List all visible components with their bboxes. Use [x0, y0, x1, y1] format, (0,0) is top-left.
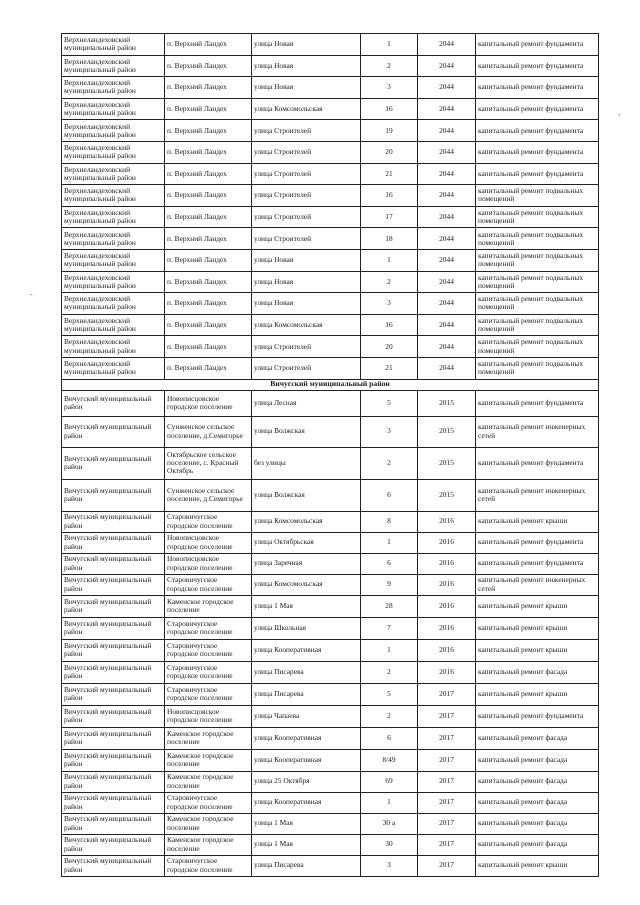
cell-house: 1	[361, 34, 418, 56]
cell-work: капитальный ремонт подвальных помещений	[476, 357, 599, 379]
cell-work: капитальный ремонт подвальных помещений	[476, 206, 599, 228]
cell-settlement: Старовичугское городское поселение	[165, 661, 252, 683]
cell-settlement: п. Верхний Ландех	[165, 228, 252, 250]
cell-work: капитальный ремонт фундамента	[476, 141, 599, 163]
cell-house: 3	[361, 855, 418, 876]
cell-street: улица Новая	[252, 34, 361, 56]
cell-work: капитальный ремонт подвальных помещений	[476, 314, 599, 336]
cell-settlement: Старовичугское городское поселение	[165, 683, 252, 705]
cell-district: Вичугский муниципальный район	[62, 661, 165, 683]
cell-street: улица 1 Мая	[252, 813, 361, 834]
cell-street: улица Новая	[252, 271, 361, 293]
section-heading: Вичугский муниципальный район	[62, 379, 599, 390]
cell-year: 2016	[418, 661, 476, 683]
cell-district: Верхнеландеховский муниципальный район	[62, 77, 165, 99]
cell-street: улица 1 Мая	[252, 834, 361, 855]
cell-street: улица Комсомольская	[252, 98, 361, 120]
cell-street: улица Новая	[252, 55, 361, 77]
cell-house: 8	[361, 511, 418, 532]
cell-street: улица Комсомольская	[252, 574, 361, 595]
cell-house: 30	[361, 834, 418, 855]
cell-year: 2044	[418, 293, 476, 315]
table-row	[62, 416, 599, 447]
cell-house: 2	[361, 55, 418, 77]
cell-house: 69	[361, 771, 418, 792]
cell-settlement: п. Верхний Ландех	[165, 120, 252, 142]
cell-settlement: п. Верхний Ландех	[165, 185, 252, 207]
cell-year: 2044	[418, 206, 476, 228]
cell-work: капитальный ремонт подвальных помещений	[476, 249, 599, 271]
cell-work: капитальный ремонт фундамента	[476, 55, 599, 77]
cell-district: Вичугский муниципальный район	[62, 834, 165, 855]
cell-district: Верхнеландеховский муниципальный район	[62, 228, 165, 250]
cell-year: 2015	[418, 479, 476, 511]
table-row	[62, 120, 599, 142]
cell-district: Вичугский муниципальный район	[62, 390, 165, 416]
cell-year: 2044	[418, 55, 476, 77]
table-row	[62, 771, 599, 792]
cell-work: капитальный ремонт крыши	[476, 855, 599, 876]
cell-district: Вичугский муниципальный район	[62, 447, 165, 479]
cell-house: 1	[361, 532, 418, 553]
cell-street: улица Строителей	[252, 206, 361, 228]
cell-work: капитальный ремонт крыши	[476, 639, 599, 661]
table-row	[62, 705, 599, 727]
cell-district: Верхнеландеховский муниципальный район	[62, 314, 165, 336]
section-heading-row	[62, 379, 599, 390]
cell-house: 6	[361, 553, 418, 574]
table-row	[62, 357, 599, 379]
cell-district: Вичугский муниципальный район	[62, 617, 165, 639]
cell-work: капитальный ремонт фундамента	[476, 77, 599, 99]
cell-district: Вичугский муниципальный район	[62, 479, 165, 511]
cell-year: 2044	[418, 34, 476, 56]
cell-settlement: п. Верхний Ландех	[165, 336, 252, 358]
cell-work: капитальный ремонт подвальных помещений	[476, 293, 599, 315]
cell-district: Вичугский муниципальный район	[62, 511, 165, 532]
cell-house: 2	[361, 661, 418, 683]
cell-settlement: п. Верхний Ландех	[165, 357, 252, 379]
cell-work: капитальный ремонт подвальных помещений	[476, 228, 599, 250]
cell-year: 2017	[418, 834, 476, 855]
cell-year: 2044	[418, 314, 476, 336]
table-row	[62, 813, 599, 834]
cell-settlement: Старовичугское городское поселение	[165, 855, 252, 876]
cell-street: улица Писарева	[252, 661, 361, 683]
cell-settlement: Каменское городское поселение	[165, 834, 252, 855]
table-row	[62, 661, 599, 683]
table-row	[62, 390, 599, 416]
cell-street: улица Кооперативная	[252, 727, 361, 749]
cell-work: капитальный ремонт фундамента	[476, 34, 599, 56]
cell-year: 2044	[418, 228, 476, 250]
verkhnelandekhovsky-rows	[62, 34, 599, 380]
cell-district: Верхнеландеховский муниципальный район	[62, 98, 165, 120]
cell-settlement: п. Верхний Ландех	[165, 77, 252, 99]
cell-settlement: Каменское городское поселение	[165, 771, 252, 792]
cell-street: улица Кооперативная	[252, 749, 361, 771]
cell-work: капитальный ремонт фасада	[476, 834, 599, 855]
table-row	[62, 271, 599, 293]
cell-settlement: п. Верхний Ландех	[165, 314, 252, 336]
cell-district: Вичугский муниципальный район	[62, 855, 165, 876]
cell-house: 21	[361, 357, 418, 379]
cell-year: 2044	[418, 357, 476, 379]
table-row	[62, 98, 599, 120]
table-row	[62, 336, 599, 358]
table-row	[62, 574, 599, 595]
cell-district: Вичугский муниципальный район	[62, 532, 165, 553]
table-row	[62, 314, 599, 336]
cell-year: 2044	[418, 336, 476, 358]
cell-house: 16	[361, 98, 418, 120]
table-row	[62, 532, 599, 553]
cell-work: капитальный ремонт крыши	[476, 511, 599, 532]
table-row	[62, 34, 599, 56]
cell-street: улица Строителей	[252, 185, 361, 207]
cell-settlement: Новописцовское городское поселение	[165, 553, 252, 574]
cell-work: капитальный ремонт фундамента	[476, 390, 599, 416]
cell-work: капитальный ремонт инженерных сетей	[476, 416, 599, 447]
cell-settlement: п. Верхний Ландех	[165, 271, 252, 293]
cell-street: улица Новая	[252, 293, 361, 315]
table-row	[62, 595, 599, 617]
cell-settlement: п. Верхний Ландех	[165, 206, 252, 228]
cell-house: 9	[361, 574, 418, 595]
cell-settlement: Старовичугское городское поселение	[165, 639, 252, 661]
cell-settlement: Старовичугское городское поселение	[165, 617, 252, 639]
table-row	[62, 77, 599, 99]
section-heading-group	[62, 379, 599, 390]
cell-house: 2	[361, 447, 418, 479]
cell-district: Верхнеландеховский муниципальный район	[62, 34, 165, 56]
cell-work: капитальный ремонт фундамента	[476, 447, 599, 479]
cell-district: Верхнеландеховский муниципальный район	[62, 336, 165, 358]
cell-settlement: п. Верхний Ландех	[165, 163, 252, 185]
cell-street: улица Писарева	[252, 683, 361, 705]
cell-year: 2044	[418, 98, 476, 120]
cell-house: 1	[361, 792, 418, 813]
cell-work: капитальный ремонт фундамента	[476, 163, 599, 185]
cell-settlement: Старовичугское городское поселение	[165, 792, 252, 813]
cell-settlement: п. Верхний Ландех	[165, 55, 252, 77]
cell-year: 2044	[418, 271, 476, 293]
cell-house: 3	[361, 77, 418, 99]
cell-district: Вичугский муниципальный район	[62, 705, 165, 727]
cell-house: 2	[361, 705, 418, 727]
cell-year: 2044	[418, 141, 476, 163]
cell-district: Верхнеландеховский муниципальный район	[62, 120, 165, 142]
cell-district: Вичугский муниципальный район	[62, 813, 165, 834]
table-row	[62, 749, 599, 771]
cell-street: улица Новая	[252, 77, 361, 99]
cell-work: капитальный ремонт подвальных помещений	[476, 271, 599, 293]
cell-district: Вичугский муниципальный район	[62, 639, 165, 661]
cell-settlement: Сунженское сельское поселение, д.Семигорье	[165, 416, 252, 447]
cell-year: 2016	[418, 511, 476, 532]
cell-year: 2044	[418, 249, 476, 271]
cell-settlement: п. Верхний Ландех	[165, 98, 252, 120]
table-row	[62, 55, 599, 77]
margin-tick: ‚	[618, 108, 621, 117]
cell-settlement: Новописцовское городское поселение	[165, 705, 252, 727]
cell-settlement: Старовичугское городское поселение	[165, 511, 252, 532]
cell-year: 2016	[418, 532, 476, 553]
cell-district: Вичугский муниципальный район	[62, 792, 165, 813]
cell-settlement: Новописцовское городское поселение	[165, 532, 252, 553]
cell-street: улица Школьная	[252, 617, 361, 639]
cell-street: улица Чапаева	[252, 705, 361, 727]
table-row	[62, 683, 599, 705]
cell-street: без улицы	[252, 447, 361, 479]
table-row	[62, 855, 599, 876]
cell-house: 18	[361, 228, 418, 250]
cell-year: 2017	[418, 705, 476, 727]
table-row	[62, 553, 599, 574]
cell-street: улица Лесная	[252, 390, 361, 416]
cell-settlement: п. Верхний Ландех	[165, 293, 252, 315]
cell-settlement: Старовичугское городское поселение	[165, 574, 252, 595]
cell-work: капитальный ремонт фундамента	[476, 705, 599, 727]
cell-district: Верхнеландеховский муниципальный район	[62, 249, 165, 271]
cell-district: Вичугский муниципальный район	[62, 574, 165, 595]
register-table	[61, 33, 599, 877]
cell-street: улица Строителей	[252, 228, 361, 250]
cell-year: 2044	[418, 163, 476, 185]
cell-house: 17	[361, 206, 418, 228]
cell-district: Верхнеландеховский муниципальный район	[62, 185, 165, 207]
cell-year: 2017	[418, 749, 476, 771]
cell-settlement: Каменское городское поселение	[165, 813, 252, 834]
cell-street: улица Строителей	[252, 141, 361, 163]
cell-year: 2044	[418, 77, 476, 99]
cell-district: Верхнеландеховский муниципальный район	[62, 55, 165, 77]
cell-district: Вичугский муниципальный район	[62, 749, 165, 771]
cell-year: 2016	[418, 617, 476, 639]
cell-district: Верхнеландеховский муниципальный район	[62, 163, 165, 185]
cell-year: 2016	[418, 553, 476, 574]
cell-year: 2017	[418, 855, 476, 876]
cell-district: Верхнеландеховский муниципальный район	[62, 293, 165, 315]
cell-settlement: Сунженское сельское поселение, д.Семигорье	[165, 479, 252, 511]
cell-street: улица Строителей	[252, 357, 361, 379]
margin-tick: -	[30, 290, 33, 299]
cell-house: 6	[361, 727, 418, 749]
cell-work: капитальный ремонт крыши	[476, 595, 599, 617]
cell-street: улица Новая	[252, 249, 361, 271]
cell-year: 2016	[418, 639, 476, 661]
table-row	[62, 479, 599, 511]
table-row	[62, 185, 599, 207]
cell-district: Вичугский муниципальный район	[62, 727, 165, 749]
cell-year: 2016	[418, 574, 476, 595]
cell-work: капитальный ремонт фасада	[476, 727, 599, 749]
table-row	[62, 206, 599, 228]
cell-settlement: Каменское городское поселение	[165, 749, 252, 771]
cell-year: 2015	[418, 416, 476, 447]
cell-work: капитальный ремонт подвальных помещений	[476, 336, 599, 358]
cell-house: 3	[361, 416, 418, 447]
cell-house: 3	[361, 293, 418, 315]
cell-street: улица Кооперативная	[252, 792, 361, 813]
cell-street: улица 25 Октября	[252, 771, 361, 792]
cell-work: капитальный ремонт крыши	[476, 683, 599, 705]
cell-year: 2015	[418, 447, 476, 479]
cell-house: 16	[361, 185, 418, 207]
cell-year: 2017	[418, 813, 476, 834]
cell-year: 2017	[418, 683, 476, 705]
cell-work: капитальный ремонт крыши	[476, 617, 599, 639]
cell-house: 20	[361, 336, 418, 358]
cell-year: 2044	[418, 185, 476, 207]
cell-district: Вичугский муниципальный район	[62, 416, 165, 447]
cell-work: капитальный ремонт фундамента	[476, 532, 599, 553]
table-row	[62, 834, 599, 855]
cell-settlement: Октябрьское сельское поселение, с. Красный Октябрь	[165, 447, 252, 479]
cell-work: капитальный ремонт фасада	[476, 749, 599, 771]
cell-street: улица Писарева	[252, 855, 361, 876]
cell-work: капитальный ремонт фасада	[476, 813, 599, 834]
cell-house: 21	[361, 163, 418, 185]
cell-house: 28	[361, 595, 418, 617]
cell-house: 1	[361, 249, 418, 271]
cell-street: улица Комсомольская	[252, 314, 361, 336]
cell-year: 2017	[418, 727, 476, 749]
cell-street: улица Строителей	[252, 120, 361, 142]
cell-district: Верхнеландеховский муниципальный район	[62, 206, 165, 228]
table-row	[62, 727, 599, 749]
cell-work: капитальный ремонт фасада	[476, 771, 599, 792]
cell-street: улица Заречная	[252, 553, 361, 574]
vichugsky-rows	[62, 390, 599, 876]
cell-street: улица Кооперативная	[252, 639, 361, 661]
cell-street: улица Октябрьская	[252, 532, 361, 553]
cell-work: капитальный ремонт подвальных помещений	[476, 185, 599, 207]
table-row	[62, 228, 599, 250]
cell-district: Верхнеландеховский муниципальный район	[62, 141, 165, 163]
cell-street: улица Строителей	[252, 163, 361, 185]
cell-year: 2044	[418, 120, 476, 142]
cell-house: 19	[361, 120, 418, 142]
cell-street: улица Строителей	[252, 336, 361, 358]
cell-settlement: Каменское городское поселение	[165, 595, 252, 617]
cell-district: Верхнеландеховский муниципальный район	[62, 271, 165, 293]
table-row	[62, 617, 599, 639]
cell-settlement: п. Верхний Ландех	[165, 141, 252, 163]
cell-district: Вичугский муниципальный район	[62, 771, 165, 792]
table-row	[62, 792, 599, 813]
table-row	[62, 447, 599, 479]
cell-house: 5	[361, 390, 418, 416]
table-row	[62, 163, 599, 185]
cell-work: капитальный ремонт фундамента	[476, 120, 599, 142]
cell-settlement: Новописцовское городское поселение	[165, 390, 252, 416]
cell-house: 1	[361, 639, 418, 661]
cell-year: 2016	[418, 595, 476, 617]
cell-street: улица Комсомольская	[252, 511, 361, 532]
cell-house: 2	[361, 271, 418, 293]
table-row	[62, 141, 599, 163]
cell-work: капитальный ремонт фасада	[476, 661, 599, 683]
table-row	[62, 293, 599, 315]
cell-work: капитальный ремонт фундамента	[476, 553, 599, 574]
cell-house: 20	[361, 141, 418, 163]
cell-year: 2017	[418, 792, 476, 813]
cell-settlement: п. Верхний Ландех	[165, 249, 252, 271]
cell-house: 7	[361, 617, 418, 639]
cell-street: улица Волжская	[252, 416, 361, 447]
cell-settlement: п. Верхний Ландех	[165, 34, 252, 56]
table-row	[62, 639, 599, 661]
cell-work: капитальный ремонт инженерных сетей	[476, 574, 599, 595]
cell-settlement: Каменское городское поселение	[165, 727, 252, 749]
cell-work: капитальный ремонт инженерных сетей	[476, 479, 599, 511]
table-row	[62, 511, 599, 532]
cell-street: улица 1 Мая	[252, 595, 361, 617]
cell-house: 5	[361, 683, 418, 705]
cell-district: Вичугский муниципальный район	[62, 683, 165, 705]
cell-work: капитальный ремонт фундамента	[476, 98, 599, 120]
cell-district: Верхнеландеховский муниципальный район	[62, 357, 165, 379]
cell-work: капитальный ремонт фасада	[476, 792, 599, 813]
cell-year: 2015	[418, 390, 476, 416]
table-row	[62, 249, 599, 271]
cell-year: 2017	[418, 771, 476, 792]
cell-district: Вичугский муниципальный район	[62, 595, 165, 617]
cell-house: 16	[361, 314, 418, 336]
cell-district: Вичугский муниципальный район	[62, 553, 165, 574]
cell-house: 8/49	[361, 749, 418, 771]
cell-house: 6	[361, 479, 418, 511]
cell-street: улица Волжская	[252, 479, 361, 511]
cell-house: 30 а	[361, 813, 418, 834]
